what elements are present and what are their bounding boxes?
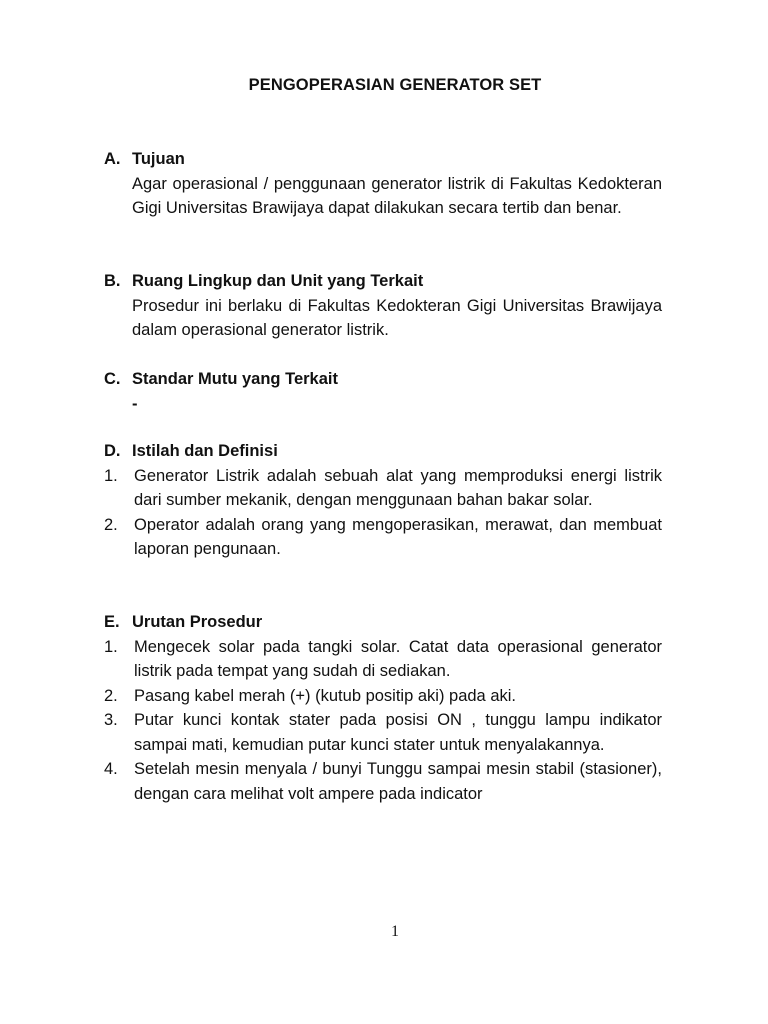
section-d bbox=[104, 439, 662, 562]
list-item bbox=[104, 708, 662, 757]
list-item bbox=[104, 513, 662, 562]
section-heading bbox=[104, 147, 662, 172]
section-letter: E. bbox=[104, 613, 120, 631]
section-title: Standar Mutu yang Terkait bbox=[132, 370, 338, 388]
list-text: Setelah mesin menyala / bunyi Tunggu sampai mesin stabil (stasioner), dengan cara melihat volt ampere pada indicator bbox=[134, 760, 662, 803]
document-title: PENGOPERASIAN GENERATOR SET bbox=[248, 76, 542, 94]
list-item bbox=[104, 464, 662, 513]
list-number: 4. bbox=[104, 760, 118, 778]
section-a bbox=[104, 147, 662, 221]
section-b bbox=[104, 269, 662, 343]
section-heading bbox=[104, 610, 662, 635]
list-item bbox=[104, 757, 662, 806]
section-title: Tujuan bbox=[132, 150, 185, 168]
section-title: Istilah dan Definisi bbox=[132, 442, 278, 460]
list-number: 3. bbox=[104, 711, 118, 729]
section-title: Ruang Lingkup dan Unit yang Terkait bbox=[132, 272, 424, 290]
section-heading bbox=[104, 269, 662, 294]
list-number: 2. bbox=[104, 515, 118, 534]
list-item bbox=[104, 684, 662, 709]
section-heading bbox=[104, 439, 662, 464]
procedure-list bbox=[104, 635, 662, 807]
list-text: Pasang kabel merah (+) (kutub positip aki) pada aki. bbox=[134, 686, 516, 705]
list-text: Mengecek solar pada tangki solar. Catat data operasional generator listrik pada tempat yang sudah di sediakan. bbox=[134, 637, 662, 680]
section-letter: D. bbox=[104, 442, 121, 460]
section-letter: C. bbox=[104, 370, 121, 388]
page-number: 1 bbox=[391, 923, 399, 940]
section-paragraph: Agar operasional / penggunaan generator listrik di Fakultas Kedokteran Gigi Universitas Brawijaya dapat dilakukan secara tertib dan benar. bbox=[132, 174, 662, 217]
section-dash: - bbox=[132, 394, 138, 413]
definition-list bbox=[104, 464, 662, 562]
section-letter: A. bbox=[104, 150, 121, 168]
section-title: Urutan Prosedur bbox=[132, 613, 263, 631]
section-paragraph: Prosedur ini berlaku di Fakultas Kedokteran Gigi Universitas Brawijaya dalam operasional generator listrik. bbox=[132, 296, 662, 339]
section-heading bbox=[104, 367, 662, 392]
list-number: 1. bbox=[104, 466, 118, 485]
list-text: Generator Listrik adalah sebuah alat yang memproduksi energi listrik dari sumber mekanik, dengan menggunaan bahan bakar solar. bbox=[134, 466, 662, 509]
section-c bbox=[104, 367, 662, 416]
list-text: Putar kunci kontak stater pada posisi ON , tunggu lampu indikator sampai mati, kemudian putar kunci stater untuk menyalakannya. bbox=[134, 711, 662, 754]
list-text: Operator adalah orang yang mengoperasikan, merawat, dan membuat laporan pengunaan. bbox=[134, 515, 662, 558]
section-letter: B. bbox=[104, 272, 121, 290]
list-number: 2. bbox=[104, 686, 118, 705]
list-item bbox=[104, 635, 662, 684]
section-e bbox=[104, 610, 662, 806]
list-number: 1. bbox=[104, 637, 118, 656]
